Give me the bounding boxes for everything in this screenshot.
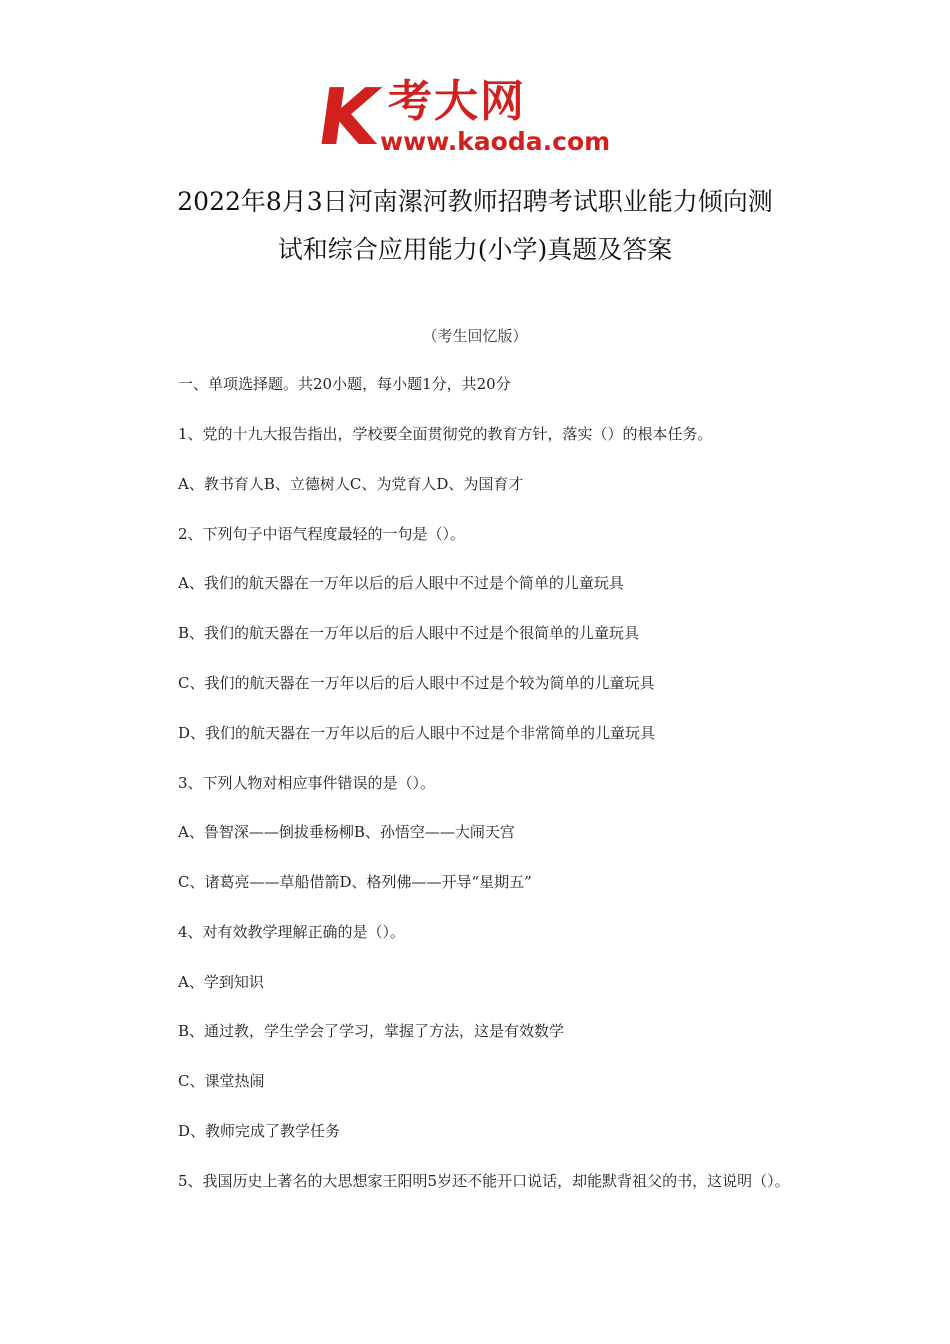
section-heading: 一、单项选择题。共20小题，每小题1分，共20分 [178, 375, 511, 393]
document-title-line-2: 试和综合应用能力(小学)真题及答案 [277, 235, 673, 264]
question-4-option-c: C、课堂热闹 [178, 1072, 265, 1090]
question-1: 1、党的十九大报告指出，学校要全面贯彻党的教育方针，落实（）的根本任务。 [178, 425, 713, 443]
question-2-option-d: D、我们的航天器在一万年以后的后人眼中不过是个非常简单的儿童玩具 [178, 724, 656, 742]
kaoda-logo [311, 73, 640, 163]
document-subtitle: （考生回忆版） [422, 327, 528, 345]
logo-k-mark: K [311, 73, 385, 163]
question-5: 5、我国历史上著名的大思想家王阳明5岁还不能开口说话，却能默背祖父的书，这说明（）。 [178, 1172, 790, 1190]
question-2: 2、下列句子中语气程度最轻的一句是（）。 [178, 525, 466, 543]
question-4: 4、对有效教学理解正确的是（）。 [178, 923, 406, 941]
question-1-options: A、教书育人B、立德树人C、为党育人D、为国育才 [178, 475, 524, 493]
question-2-option-c: C、我们的航天器在一万年以后的后人眼中不过是个较为简单的儿童玩具 [178, 674, 655, 692]
question-4-option-a: A、学到知识 [178, 973, 264, 991]
question-3-options-cd: C、诸葛亮——草船借箭D、格列佛——开导“星期五” [178, 873, 532, 891]
question-4-option-d: D、教师完成了教学任务 [178, 1122, 341, 1140]
question-3: 3、下列人物对相应事件错误的是（）。 [178, 774, 436, 792]
logo-name: 考大网 [388, 76, 526, 127]
logo-url: www.kaoda.com [380, 127, 611, 156]
question-2-option-a: A、我们的航天器在一万年以后的后人眼中不过是个简单的儿童玩具 [178, 574, 624, 592]
document-title-line-1: 2022年8月3日河南漯河教师招聘考试职业能力倾向测 [177, 187, 773, 216]
question-3-options-ab: A、鲁智深——倒拔垂杨柳B、孙悟空——大闹天宫 [178, 823, 515, 841]
question-2-option-b: B、我们的航天器在一万年以后的后人眼中不过是个很简单的儿童玩具 [178, 624, 640, 642]
question-4-option-b: B、通过教，学生学会了学习，掌握了方法，这是有效数学 [178, 1022, 565, 1040]
